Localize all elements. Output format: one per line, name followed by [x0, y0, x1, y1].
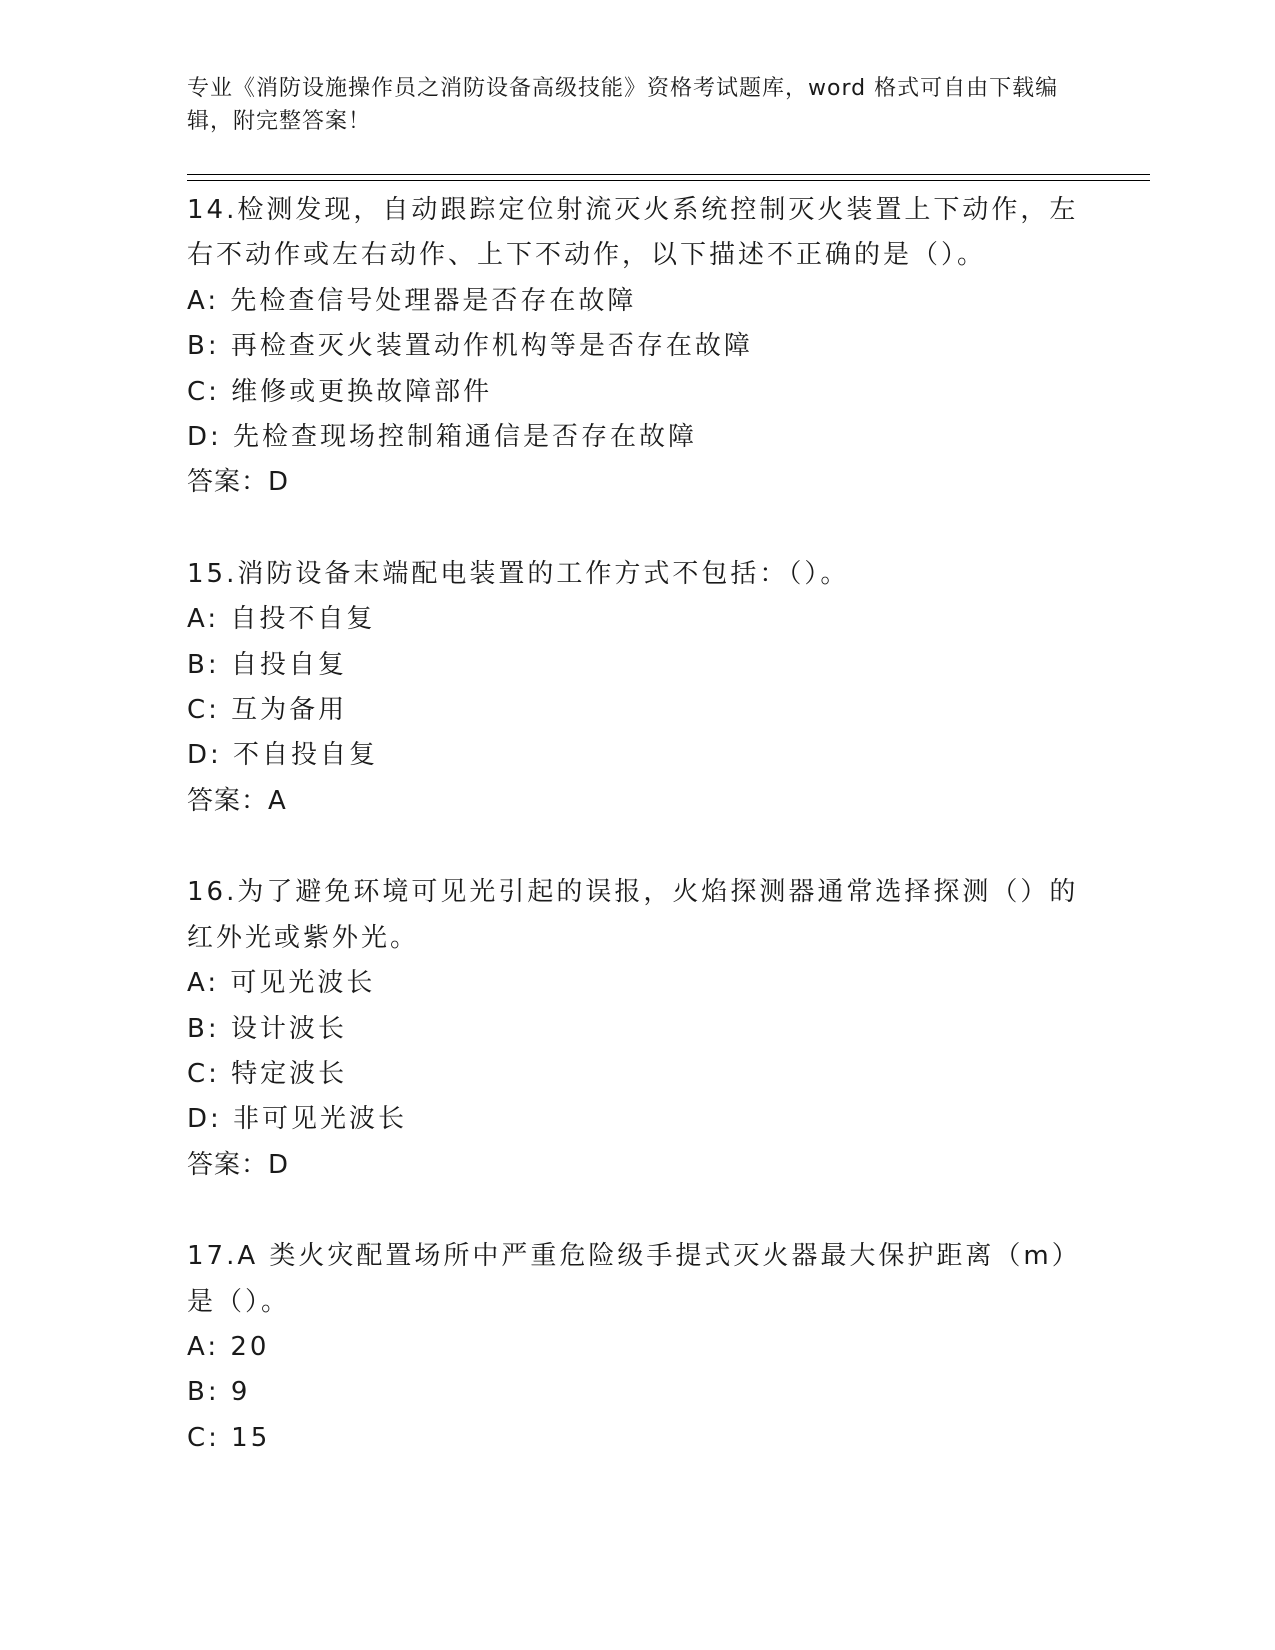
option-d: D: 先检查现场控制箱通信是否存在故障 — [187, 422, 698, 453]
answer-label: 答案：A — [187, 785, 287, 816]
question-stem: 17.A 类火灾配置场所中严重危险级手提式灭火器最大保护距离（m）是（）。 — [187, 1241, 1081, 1317]
question-stem: 14.检测发现，自动跟踪定位射流灭火系统控制灭火装置上下动作，左右不动作或左右动作、上下不动作，以下描述不正确的是（）。 — [187, 195, 1079, 271]
option-a: A: 可见光波长 — [187, 968, 376, 999]
question-17 — [187, 1234, 1087, 1461]
option-b: B: 9 — [187, 1377, 251, 1408]
option-b: B: 设计波长 — [187, 1013, 347, 1044]
question-list — [187, 188, 1087, 1507]
question-14 — [187, 188, 1087, 506]
answer-label: 答案：D — [187, 467, 290, 498]
header-rule-bottom — [187, 180, 1150, 181]
option-b: B: 再检查灭火装置动作机构等是否存在故障 — [187, 331, 753, 362]
question-stem: 15.消防设备末端配电装置的工作方式不包括：（）。 — [187, 558, 850, 589]
option-c: C: 维修或更换故障部件 — [187, 376, 493, 407]
header-rule-top — [187, 174, 1150, 175]
option-c: C: 互为备用 — [187, 695, 348, 726]
question-15 — [187, 552, 1087, 824]
option-a: A: 先检查信号处理器是否存在故障 — [187, 285, 637, 316]
option-d: D: 非可见光波长 — [187, 1104, 408, 1135]
header-intro-text: 专业《消防设施操作员之消防设备高级技能》资格考试题库，word 格式可自由下载编辑，附完整答案！ — [187, 76, 1059, 134]
document-header — [187, 72, 1067, 138]
question-16 — [187, 870, 1087, 1188]
option-a: A: 20 — [187, 1331, 270, 1362]
option-d: D: 不自投自复 — [187, 740, 379, 771]
question-stem: 16.为了避免环境可见光引起的误报，火焰探测器通常选择探测（）的红外光或紫外光。 — [187, 877, 1079, 953]
option-c: C: 15 — [187, 1422, 271, 1453]
answer-label: 答案：D — [187, 1149, 290, 1180]
option-b: B: 自投自复 — [187, 649, 347, 680]
option-c: C: 特定波长 — [187, 1058, 348, 1089]
option-a: A: 自投不自复 — [187, 604, 376, 635]
